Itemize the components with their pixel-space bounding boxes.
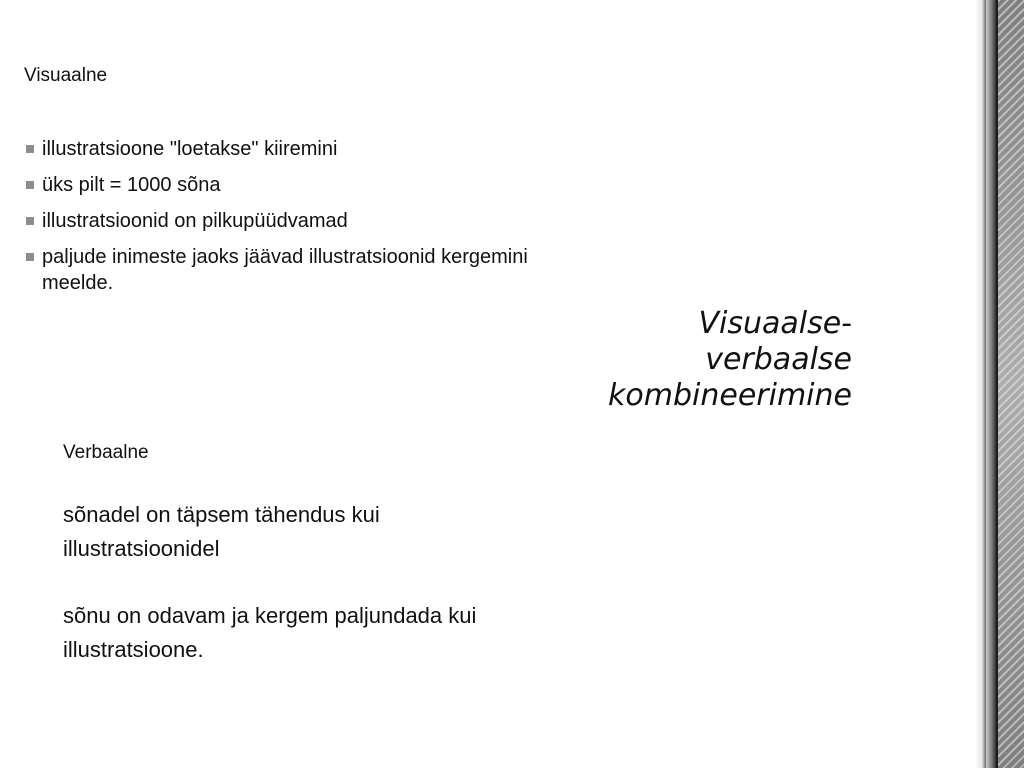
decorative-edge [976,0,1024,768]
verbal-paragraph: sõnadel on täpsem tähendus kui illustratsioonidel [63,502,380,561]
bullet-item [24,208,544,234]
square-bullet-icon [26,145,34,153]
bullet-text: illustratsioone "loetakse" kiiremini [42,138,338,160]
bullet-item [24,136,544,162]
slide-title [492,306,852,414]
title-line: verbaalse [705,342,852,377]
title-line: Visuaalse- [698,306,852,341]
square-bullet-icon [26,217,34,225]
visual-bullet-list [24,136,544,306]
square-bullet-icon [26,181,34,189]
bullet-text: paljude inimeste jaoks jäävad illustratsioonid kergemini meelde. [42,246,528,294]
title-line: kombineerimine [608,378,852,413]
bullet-item [24,244,544,296]
square-bullet-icon [26,253,34,261]
verbal-paragraph: sõnu on odavam ja kergem paljundada kui illustratsioone. [63,603,477,662]
bullet-item [24,172,544,198]
visual-heading: Visuaalne [24,65,108,86]
verbal-heading: Verbaalne [63,442,149,463]
bullet-text: illustratsioonid on pilkupüüdvamad [42,210,348,232]
bullet-text: üks pilt = 1000 sõna [42,174,221,196]
